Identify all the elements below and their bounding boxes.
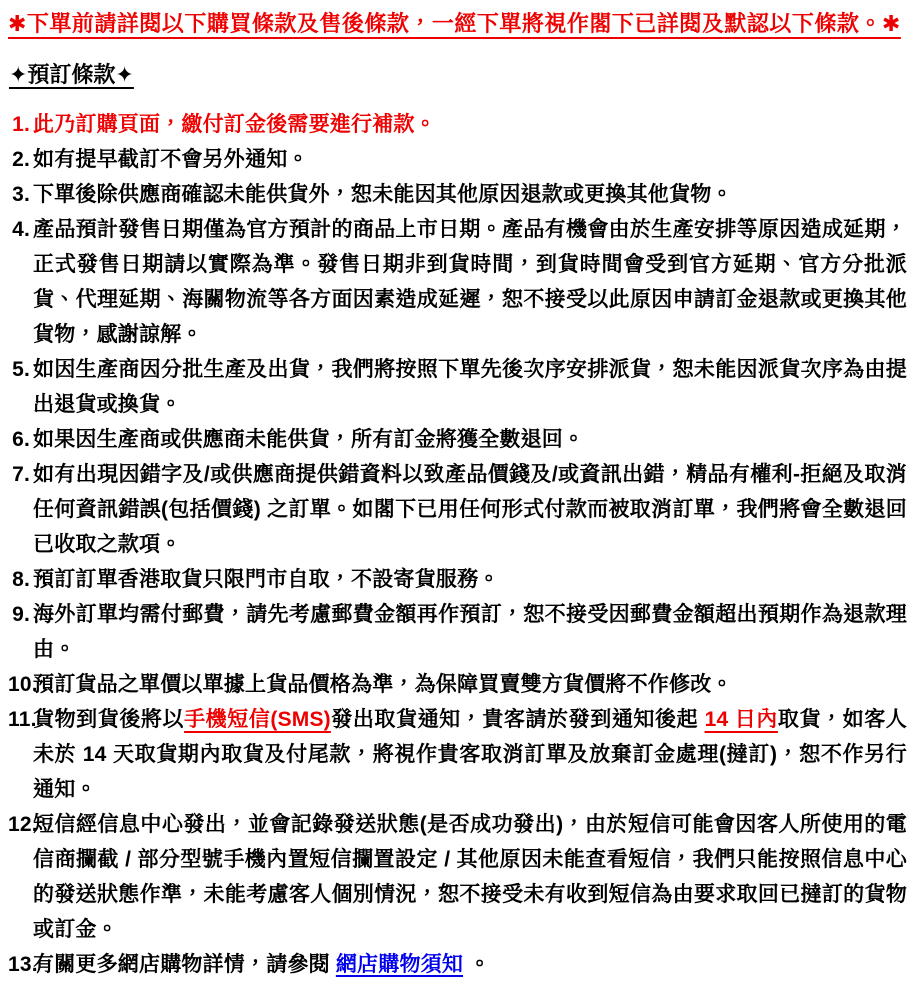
term-text: 海外訂單均需付郵費，請先考慮郵費金額再作預訂，恕不接受因郵費金額超出預期作為退款理由。 <box>33 603 907 661</box>
term-number: 3. <box>12 183 30 206</box>
term-item <box>8 212 907 352</box>
term-text: 如因生產商因分批生產及出貨，我們將按照下單先後次序安排派貨，恕未能因派貨次序為由提出退貨或換貨。 <box>33 358 907 416</box>
term-text: 預訂訂單香港取貨只限門市自取，不設寄貨服務。 <box>33 568 500 591</box>
term-text: 如有提早截訂不會另外通知。 <box>33 148 309 171</box>
section-heading: ✦預訂條款✦ <box>9 62 134 87</box>
term-text: 。 <box>463 953 491 976</box>
term-number: 13. <box>8 953 38 976</box>
term-text: 如果因生產商或供應商未能供貨，所有訂金將獲全數退回。 <box>33 428 585 451</box>
term-number: 2. <box>12 148 30 171</box>
term-item <box>8 177 907 212</box>
term-text: 預訂貨品之單價以單據上貨品價格為準，為保障買賣雙方貨價將不作修改。 <box>33 673 733 696</box>
term-item <box>8 562 907 597</box>
term-item <box>8 807 907 947</box>
term-number: 7. <box>12 463 30 486</box>
term-text: 下單後除供應商確認未能供貨外，恕未能因其他原因退款或更換其他貨物。 <box>33 183 733 206</box>
terms-list <box>8 107 907 982</box>
term-text: 短信經信息中心發出，並會記錄發送狀態(是否成功發出)，由於短信可能會因客人所使用的電信商攔截 / 部分型號手機內置短信攔置設定 / 其他原因未能查看短信，我們只能按照信息中心的發送狀態作準，未能考慮客人個別情況，恕不接受未有收到短信為由要求取回已撻訂的貨物或訂金。 <box>33 813 907 941</box>
shop-guide-link[interactable]: 網店購物須知 <box>335 953 464 976</box>
term-item <box>8 597 907 667</box>
term-number: 4. <box>12 218 30 241</box>
term-text: 發出取貨通知，貴客請於發到通知後起 <box>330 708 705 731</box>
term-text: 此乃訂購頁面，繳付訂金後需要進行補款。 <box>33 113 436 136</box>
term-text: 貨物到貨後將以 <box>33 708 185 731</box>
term-number: 10. <box>8 673 38 696</box>
term-highlight: 14 日內 <box>704 708 778 731</box>
term-text: 有關更多網店購物詳情，請參閱 <box>33 953 336 976</box>
pre-order-warning-banner: ✱下單前請詳閱以下購買條款及售後條款，一經下單將視作閣下已詳閱及默認以下條款。✱ <box>8 11 901 36</box>
term-item <box>8 702 907 807</box>
term-number: 12. <box>8 813 38 836</box>
term-item <box>8 107 907 142</box>
term-text: 產品預計發售日期僅為官方預計的商品上市日期。產品有機會由於生產安排等原因造成延期，正式發售日期請以實際為準。發售日期非到貨時間，到貨時間會受到官方延期、官方分批派貨、代理延期、海關物流等各方面因素造成延遲，恕不接受以此原因申請訂金退款或更換其他貨物，感謝諒解。 <box>33 218 907 346</box>
term-number: 6. <box>12 428 30 451</box>
term-number: 5. <box>12 358 30 381</box>
term-number: 9. <box>12 603 30 626</box>
term-item <box>8 422 907 457</box>
term-text: 取貨，如客人未於 14 天取貨期內取貨及付尾款，將視作貴客取消訂單及放棄訂金處理(撻訂)，恕不作另行通知。 <box>33 708 908 801</box>
term-item <box>8 457 907 562</box>
term-item <box>8 947 907 982</box>
term-item <box>8 142 907 177</box>
term-number: 8. <box>12 568 30 591</box>
term-item <box>8 352 907 422</box>
term-number: 11. <box>8 708 37 731</box>
term-text: 如有出現因錯字及/或供應商提供錯資料以致產品價錢及/或資訊出錯，精品有權利-拒絕及取消任何資訊錯誤(包括價錢) 之訂單。如閣下已用任何形式付款而被取消訂單，我們將會全數退回已收取之款項。 <box>33 463 907 556</box>
term-highlight: 手機短信(SMS) <box>184 708 331 731</box>
term-item <box>8 667 907 702</box>
term-number: 1. <box>12 113 30 136</box>
